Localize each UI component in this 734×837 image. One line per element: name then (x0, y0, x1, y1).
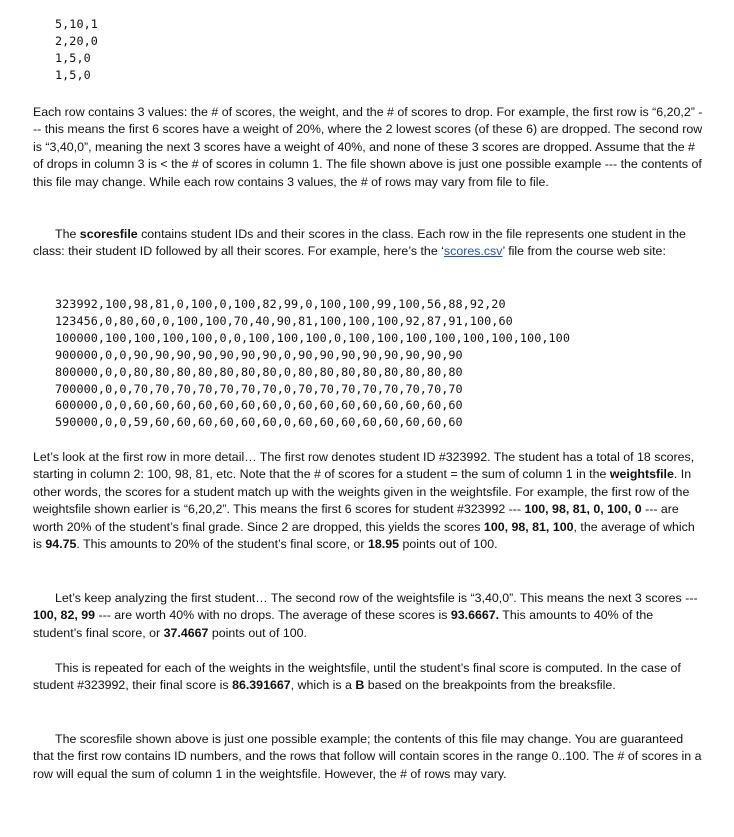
code-line: 323992,100,98,81,0,100,0,100,82,99,0,100,100,99,100,56,88,92,20 (55, 297, 506, 311)
paragraph-second-weight-row: Let’s keep analyzing the first student… The second row of the weightsfile is “3,40,0”. This means the next 3 scores --- 100, 82, 99 --- are worth 40% with no drops. The average of these scores is 93.6667. This amounts to 40% of the student’s final score, or 37.4667 points out of 100. (33, 591, 698, 640)
paragraph-first-row-detail: Let’s look at the first row in more detail… The first row denotes student ID #323992. The student has a total of 18 scores, starting in column 2: 100, 98, 81, etc. Note that the # of scores for a student = the sum of column 1 in the weightsfile. In other words, the scores for a student match up with the weights given in the weightsfile. For example, the first row of the weightsfile shown earlier is “6,20,2”. This means the first 6 scores for student #323992 --- 100, 98, 81, 0, 100, 0 --- are worth 20% of the student’s final grade. Since 2 are dropped, this yields the scores 100, 98, 81, 100, the average of which is 94.75. This amounts to 20% of the student’s final score, or 18.95 points out of 100. (33, 450, 695, 552)
code-line: 1,5,0 (55, 50, 91, 65)
code-line: 900000,0,0,90,90,90,90,90,90,90,0,90,90,90,90,90,90,90,90 (55, 347, 463, 362)
code-line: 100000,100,100,100,100,0,0,100,100,100,0,100,100,100,100,100,100,100,100 (55, 330, 570, 345)
paragraph-scoresfile-notes: The scoresfile shown above is just one possible example; the contents of this file may change. You are guaranteed that the first row contains ID numbers, and the rows that follow will contain scores in the range 0..100. The # of scores in a row will equal the sum of column 1 in the weightsfile. However, the # of rows may vary. (33, 732, 702, 781)
code-line: 2,20,0 (55, 33, 98, 48)
code-line: 5,10,1 (55, 17, 98, 31)
code-line: 800000,0,0,80,80,80,80,80,80,80,0,80,80,80,80,80,80,80,80 (55, 364, 463, 379)
paragraph-final-score: This is repeated for each of the weights in the weightsfile, until the student’s final score is computed. In the case of student #323992, their final score is 86.391667, which is a B based on the breakpoints from the breaksfile. (33, 661, 681, 693)
code-line: 700000,0,0,70,70,70,70,70,70,70,0,70,70,70,70,70,70,70,70 (55, 381, 463, 396)
weights-file-example (55, 16, 98, 84)
code-line: 1,5,0 (55, 67, 91, 82)
paragraph-weights-explanation: Each row contains 3 values: the # of scores, the weight, and the # of scores to drop. For example, the first row is “6,20,2” --- this means the first 6 scores have a weight of 20%, where the 2 lowest scores (of these 6) are dropped. The second row is “3,40,0”, meaning the next 3 scores have a weight of 40%, and none of these 3 scores are dropped. Assume that the # of drops in column 3 is < the # of scores in column 1. The file shown above is just one possible example --- the contents of this file may change. While each row contains 3 values, the # of rows may vary from file to file. (33, 105, 703, 189)
code-line: 123456,0,80,60,0,100,100,70,40,90,81,100,100,100,92,87,91,100,60 (55, 313, 513, 328)
code-line: 590000,0,0,59,60,60,60,60,60,60,0,60,60,60,60,60,60,60,60 (55, 415, 463, 430)
scores-file-example (55, 296, 570, 431)
code-line: 600000,0,0,60,60,60,60,60,60,60,0,60,60,60,60,60,60,60,60 (55, 398, 463, 413)
paragraph-scoresfile-intro: The scoresfile contains student IDs and their scores in the class. Each row in the file represents one student in the class: their student ID followed by all their scores. For example, here’s the ‘scores.csv’ file from the course web site: (33, 227, 686, 259)
scores-csv-link[interactable]: scores.csv (443, 244, 503, 259)
